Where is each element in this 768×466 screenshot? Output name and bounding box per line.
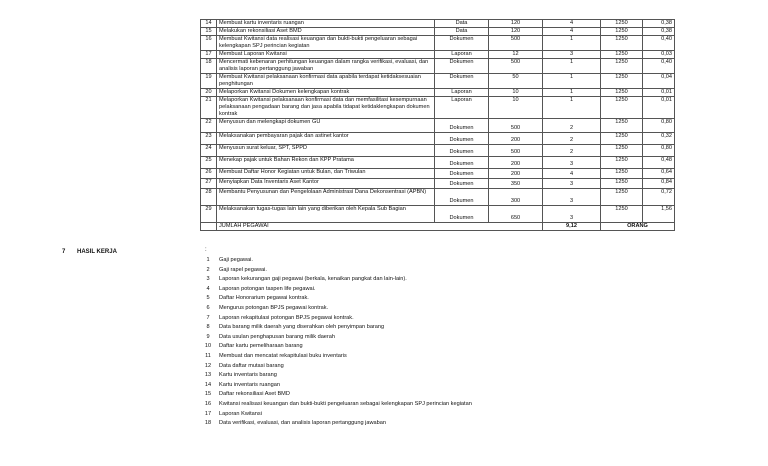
unit: Dokumen (435, 169, 489, 179)
volume: 200 (489, 169, 543, 179)
section-number: 7 (62, 249, 66, 255)
total-unit: ORANG (601, 223, 675, 231)
list-item-text: Laporan Kwitansi (219, 410, 262, 417)
effective-time: 1250 (601, 179, 643, 189)
list-item (200, 352, 620, 362)
work-norm: 3 (543, 157, 601, 169)
workload-table (200, 19, 675, 231)
list-item-text: Mengurus potongan BPJS pegawai kontrak. (219, 304, 329, 311)
task-description: Membuat Kwitansi data realisasi keuangan dan bukti-bukti pengeluaran sebagai kelengkapan SPJ perincian kegiatan (217, 36, 435, 51)
total-row (201, 223, 675, 231)
unit: Data (435, 28, 489, 36)
volume: 350 (489, 179, 543, 189)
row-number: 17 (201, 51, 217, 59)
list-item-number: 10 (204, 343, 212, 350)
staff-need: 0,32 (643, 133, 675, 145)
list-item-text: Laporan potongan taspen life pegawai. (219, 285, 316, 292)
unit: Dokumen (435, 206, 489, 223)
unit: Laporan (435, 89, 489, 97)
hasil-kerja-list (200, 256, 620, 429)
task-description: Melaksanakan tugas-tugas lain lain yang diberikan oleh Kepala Sub Bagian (217, 206, 435, 223)
effective-time: 1250 (601, 28, 643, 36)
volume: 10 (489, 89, 543, 97)
row-number: 25 (201, 157, 217, 169)
table-row (201, 206, 675, 223)
row-number: 26 (201, 169, 217, 179)
task-description: Menyiapkan Data Inventaris Aset Kantor (217, 179, 435, 189)
volume: 120 (489, 28, 543, 36)
staff-need: 0,80 (643, 145, 675, 157)
volume: 650 (489, 206, 543, 223)
unit: Dokumen (435, 59, 489, 74)
work-norm: 1 (543, 74, 601, 89)
row-number: 21 (201, 97, 217, 119)
list-item-number: 5 (206, 295, 210, 302)
staff-need: 0,64 (643, 169, 675, 179)
effective-time: 1250 (601, 119, 643, 133)
list-item-number: 3 (206, 276, 210, 283)
list-item-text: Laporan kekurangan gaji pegawai (berkala, kenaikan pangkat dan lain-lain). (219, 276, 407, 283)
list-item (200, 275, 620, 285)
task-description: Menyusun dan melengkapi dokumen GU (217, 119, 435, 133)
list-item-text: Daftar kartu pemeliharaan barang (219, 343, 303, 350)
staff-need: 0,40 (643, 59, 675, 74)
row-number: 15 (201, 28, 217, 36)
effective-time: 1250 (601, 59, 643, 74)
staff-need: 0,80 (643, 119, 675, 133)
list-item-number: 4 (206, 285, 210, 292)
list-item-text: Data barang milik daerah yang diserahkan oleh penyimpan barang (219, 324, 385, 331)
effective-time: 1250 (601, 36, 643, 51)
staff-need: 0,01 (643, 89, 675, 97)
table-row (201, 169, 675, 179)
list-item (200, 342, 620, 352)
unit: Laporan (435, 51, 489, 59)
unit: Dokumen (435, 133, 489, 145)
table-row (201, 119, 675, 133)
list-item-number: 18 (204, 420, 212, 427)
work-norm: 1 (543, 36, 601, 51)
unit: Dokumen (435, 179, 489, 189)
list-item-number: 9 (206, 333, 210, 340)
staff-need: 0,04 (643, 74, 675, 89)
task-description: Membuat kartu inventaris ruangan (217, 20, 435, 28)
effective-time: 1250 (601, 189, 643, 206)
task-description: Membuat Daftar Honor Kegiatan untuk Bulan, dan Triwulan (217, 169, 435, 179)
list-item (200, 304, 620, 314)
task-description: Menekap pajak untuk Bahan Rekon dan KPP Pratama (217, 157, 435, 169)
list-item (200, 285, 620, 295)
volume: 200 (489, 133, 543, 145)
row-number: 27 (201, 179, 217, 189)
unit: Laporan (435, 97, 489, 119)
effective-time: 1250 (601, 97, 643, 119)
list-item (200, 390, 620, 400)
list-item-number: 12 (204, 362, 212, 369)
row-number: 24 (201, 145, 217, 157)
list-item-text: Gaji pegawai. (219, 257, 253, 263)
list-item-text: Daftar Honorarium pegawai kontrak. (219, 295, 309, 302)
effective-time: 1250 (601, 157, 643, 169)
unit: Dokumen (435, 157, 489, 169)
list-item-text: Data verifikasi, evaluasi, dan analisis laporan pertanggung jawaban (219, 420, 386, 427)
volume: 120 (489, 20, 543, 28)
table-row (201, 97, 675, 119)
work-norm: 2 (543, 145, 601, 157)
staff-need: 0,38 (643, 28, 675, 36)
work-norm: 3 (543, 179, 601, 189)
staff-need: 0,72 (643, 189, 675, 206)
volume: 12 (489, 51, 543, 59)
row-number: 23 (201, 133, 217, 145)
unit: Dokumen (435, 189, 489, 206)
task-description: Melaksanakan pembayaran pajak dan astinet kantor (217, 133, 435, 145)
row-number: 22 (201, 119, 217, 133)
task-description: Mencermati kebenaran perhitungan keuangan dalam rangka verifikasi, evaluasi, dan analisis laporan pertanggung jawaban (217, 59, 435, 74)
list-item (200, 410, 620, 420)
effective-time: 1250 (601, 169, 643, 179)
table-row (201, 89, 675, 97)
work-norm: 3 (543, 51, 601, 59)
table-row (201, 59, 675, 74)
row-number: 20 (201, 89, 217, 97)
list-item (200, 400, 620, 410)
staff-need: 0,40 (643, 36, 675, 51)
effective-time: 1250 (601, 51, 643, 59)
list-item (200, 323, 620, 333)
row-number: 18 (201, 59, 217, 74)
staff-need: 0,48 (643, 157, 675, 169)
volume: 500 (489, 36, 543, 51)
unit: Dokumen (435, 145, 489, 157)
task-description: Melaporkan Kwitansi Dokumen kelengkapan kontrak (217, 89, 435, 97)
unit: Dokumen (435, 36, 489, 51)
list-item (200, 266, 620, 276)
list-item-text: Laporan rekapitulasi potongan BPJS pegawai kontrak. (219, 314, 354, 321)
row-number: 29 (201, 206, 217, 223)
effective-time: 1250 (601, 74, 643, 89)
task-description: Membuat Laporan Kwitansi (217, 51, 435, 59)
table-row (201, 157, 675, 169)
section-title: HASIL KERJA (77, 249, 117, 255)
work-norm: 1 (543, 59, 601, 74)
list-item-number: 17 (204, 410, 212, 417)
row-number: 16 (201, 36, 217, 51)
task-description: Menyusun surat keluar, SPT, SPPD (217, 145, 435, 157)
volume: 200 (489, 157, 543, 169)
volume: 500 (489, 119, 543, 133)
list-item-text: Gaji rapel pegawai. (219, 266, 267, 273)
list-item-text: Daftar rekonsiliasi Aset BMD (219, 391, 290, 398)
list-item-number: 1 (206, 257, 210, 263)
list-item-number: 6 (206, 304, 210, 311)
work-norm: 1 (543, 89, 601, 97)
list-item (200, 314, 620, 324)
work-norm: 3 (543, 206, 601, 223)
table-row (201, 189, 675, 206)
table-row (201, 133, 675, 145)
list-item (200, 381, 620, 391)
work-norm: 4 (543, 169, 601, 179)
volume: 500 (489, 59, 543, 74)
staff-need: 1,56 (643, 206, 675, 223)
table-row (201, 145, 675, 157)
staff-need: 0,84 (643, 179, 675, 189)
effective-time: 1250 (601, 145, 643, 157)
list-item-text: Kartu inventaris barang (219, 372, 277, 379)
work-norm: 4 (543, 28, 601, 36)
table-row (201, 20, 675, 28)
list-item-text: Data usulan penghapusan barang milik daerah (219, 333, 335, 340)
unit: Data (435, 20, 489, 28)
list-item (200, 362, 620, 372)
list-item (200, 333, 620, 343)
list-item-number: 16 (204, 400, 212, 407)
list-item-number: 7 (206, 314, 210, 321)
total-spacer (201, 223, 217, 231)
list-item (200, 256, 620, 266)
total-label: JUMLAH PEGAWAI (217, 223, 543, 231)
volume: 300 (489, 189, 543, 206)
staff-need: 0,01 (643, 97, 675, 119)
list-item (200, 371, 620, 381)
effective-time: 1250 (601, 20, 643, 28)
work-norm: 2 (543, 133, 601, 145)
work-norm: 2 (543, 119, 601, 133)
volume: 500 (489, 145, 543, 157)
list-item-text: Data daftar mutasi barang (219, 362, 284, 369)
unit: Dokumen (435, 119, 489, 133)
work-norm: 3 (543, 189, 601, 206)
table-row (201, 28, 675, 36)
unit: Dokumen (435, 74, 489, 89)
row-number: 14 (201, 20, 217, 28)
volume: 10 (489, 97, 543, 119)
list-item-text: Kartu inventaris ruangan (219, 381, 280, 388)
list-item-text: Membuat dan mencatat rekapitulasi buku inventaris (219, 352, 347, 359)
total-value: 9,12 (543, 223, 601, 231)
row-number: 19 (201, 74, 217, 89)
effective-time: 1250 (601, 89, 643, 97)
task-description: Melakukan rekonsiliasi Aset BMD (217, 28, 435, 36)
table-row (201, 74, 675, 89)
effective-time: 1250 (601, 133, 643, 145)
section-colon: : (205, 247, 207, 253)
staff-need: 0,03 (643, 51, 675, 59)
list-item-text: Kwitansi realisasi keuangan dan bukti-bukti pengeluaran sebagai kelengkapan SPJ perincian kegiatan (219, 400, 472, 407)
list-item-number: 2 (206, 266, 210, 273)
table-row (201, 51, 675, 59)
list-item-number: 15 (204, 391, 212, 398)
task-description: Membantu Penyusunan dan Pengelolaan Administrasi Dana Dekonsentrasi (APBN) (217, 189, 435, 206)
work-norm: 4 (543, 20, 601, 28)
row-number: 28 (201, 189, 217, 206)
work-norm: 1 (543, 97, 601, 119)
staff-need: 0,38 (643, 20, 675, 28)
table-row (201, 179, 675, 189)
effective-time: 1250 (601, 206, 643, 223)
task-description: Membuat Kwitansi pelaksanaan konfirmasi data apabila terdapat ketidaksesuaian penghitungan (217, 74, 435, 89)
list-item-number: 11 (205, 352, 211, 359)
list-item (200, 294, 620, 304)
list-item-number: 8 (206, 324, 210, 331)
volume: 50 (489, 74, 543, 89)
list-item (200, 419, 620, 429)
table-row (201, 36, 675, 51)
list-item-number: 14 (204, 381, 212, 388)
task-description: Melaporkan Kwitansi pelaksanaan konfirmasi data dan memfasilitasi kesempurnaan pelaksanaan pengadaan barang dan jasa apabila tidapat ketidaklengkapan dokumen kontrak (217, 97, 435, 119)
list-item-number: 13 (204, 372, 212, 379)
